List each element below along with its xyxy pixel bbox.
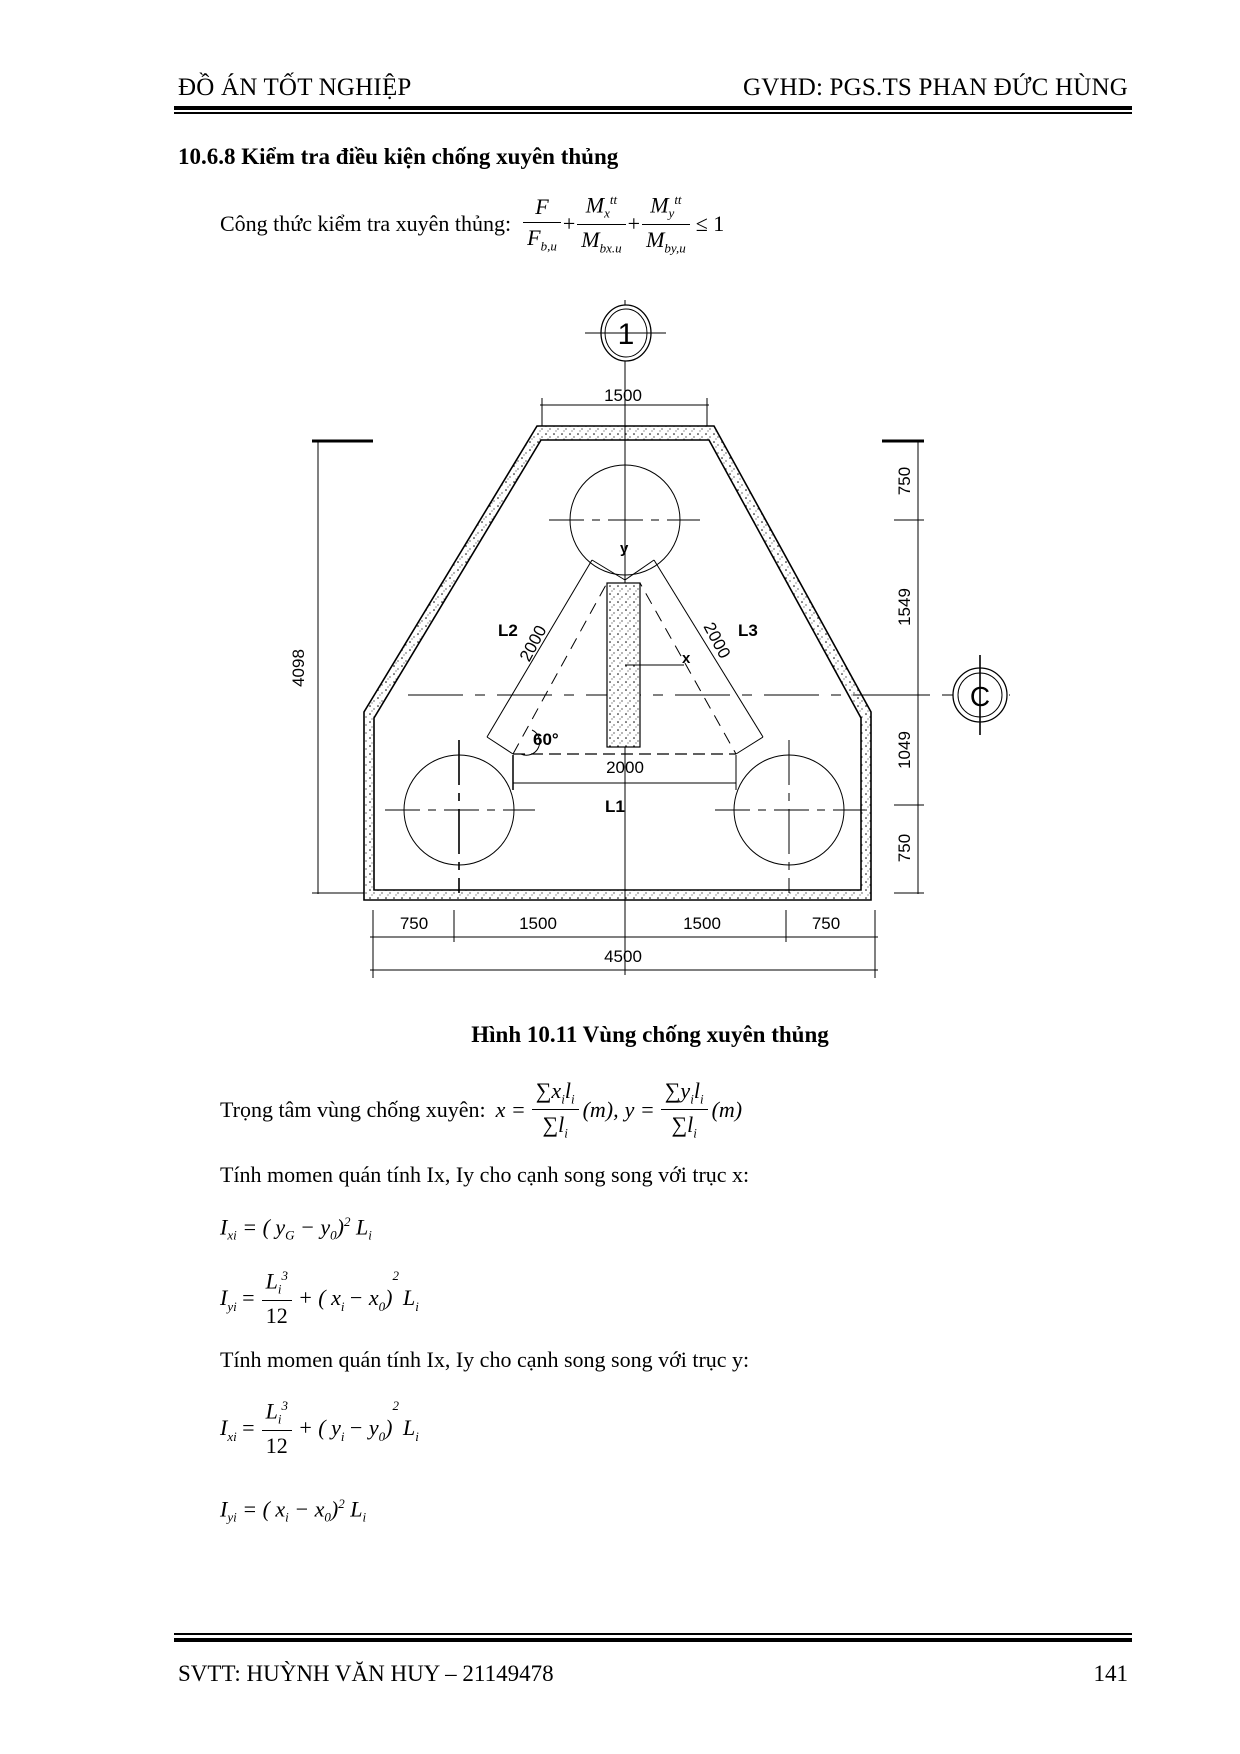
unit-m: (m), (582, 1096, 619, 1122)
label-L1: L1 (605, 797, 625, 816)
subscript: i (564, 1125, 568, 1141)
svg-text:1049: 1049 (895, 731, 914, 769)
footer-student: SVTT: HUỲNH VĂN HUY – 21149478 (178, 1661, 554, 1686)
subscript: i (415, 1428, 419, 1444)
svg-text:2000: 2000 (606, 758, 644, 777)
subscript: i (340, 1298, 345, 1314)
symbol: L (350, 1496, 363, 1522)
expression: − y (348, 1415, 379, 1441)
subscript: i (362, 1509, 367, 1525)
subscript: i (699, 1091, 704, 1107)
denominator: M (581, 226, 600, 252)
svg-text:750: 750 (399, 914, 429, 933)
subscript: bx.u (599, 240, 622, 256)
footer-rule-thin (174, 1633, 1132, 1635)
y-lhs: y = (624, 1096, 655, 1122)
symbol: L (402, 1285, 416, 1311)
symbol: L (402, 1415, 416, 1441)
subscript: by,u (664, 240, 686, 256)
unit-m: (m) (711, 1096, 743, 1122)
plus-sign: + (562, 211, 576, 237)
svg-text:750: 750 (811, 914, 841, 933)
numerator: L (265, 1268, 278, 1294)
fraction-y (661, 1078, 708, 1142)
symbol: I (220, 1496, 228, 1522)
denominator: M (646, 226, 665, 252)
local-x-label: x (682, 650, 691, 667)
numerator-l: l (564, 1078, 571, 1103)
dim-L3 (654, 560, 763, 737)
subscript: yi (227, 1298, 237, 1314)
subscript: xi (227, 1428, 237, 1444)
superscript: 2 (338, 1496, 345, 1511)
subscript: 0 (330, 1227, 337, 1243)
superscript: tt (674, 192, 682, 207)
subscript: b,u (540, 238, 557, 254)
svg-text:1500: 1500 (683, 914, 721, 933)
expression: = ( x (242, 1496, 286, 1522)
subscript: i (285, 1509, 289, 1525)
numerator-l: l (693, 1078, 700, 1103)
superscript: 2 (344, 1214, 351, 1229)
page-number: 141 (1093, 1661, 1128, 1686)
dim-top-label: 1500 (604, 386, 642, 405)
superscript: 3 (281, 1398, 288, 1413)
paren: ) (336, 1214, 344, 1240)
subscript: xi (227, 1227, 237, 1243)
subscript: 0 (378, 1428, 386, 1444)
paren: ) (330, 1496, 339, 1522)
centroid-label: Trọng tâm vùng chống xuyên: (220, 1096, 486, 1122)
subscript: i (415, 1298, 419, 1314)
superscript: 2 (392, 1398, 399, 1413)
paren: ) (385, 1285, 393, 1311)
section-heading: 10.6.8 Kiểm tra điều kiện chống xuyên thủng (178, 144, 619, 169)
subscript: i (690, 1091, 694, 1107)
numerator: ∑x (535, 1078, 562, 1103)
intro-parallel-y: Tính momen quán tính Ix, Iy cho cạnh song song với trục y: (220, 1347, 750, 1372)
symbol: L (356, 1214, 369, 1240)
numerator: M (650, 192, 669, 218)
equals: = (240, 1285, 256, 1311)
svg-text:C: C (969, 681, 991, 712)
formula-iyi-x (220, 1268, 419, 1329)
dim-L2-label: 2000 (515, 622, 551, 665)
dim-L3-label: 2000 (699, 619, 735, 662)
subscript: i (570, 1091, 575, 1107)
superscript: 3 (281, 1268, 288, 1283)
formula-iyi-y (220, 1496, 366, 1526)
subscript: x (604, 205, 610, 221)
angle-label: 60° (533, 730, 559, 749)
axis-bubble-1 (585, 305, 666, 361)
label-L3: L3 (738, 621, 758, 640)
equals: = (240, 1415, 256, 1441)
subscript: i (368, 1227, 372, 1243)
numerator: M (585, 192, 605, 218)
symbol: I (220, 1415, 228, 1441)
footer-rule-thick (174, 1638, 1132, 1642)
subscript: G (285, 1227, 295, 1243)
paren: ) (385, 1415, 393, 1441)
pile-bottom-right (715, 740, 865, 893)
intro-parallel-x: Tính momen quán tính Ix, Iy cho cạnh song song với trục x: (220, 1162, 750, 1187)
numerator: L (265, 1398, 278, 1424)
subscript: i (277, 1411, 282, 1427)
centroid-formula (220, 1078, 742, 1142)
superscript: 2 (392, 1268, 399, 1283)
x-lhs: x = (495, 1096, 526, 1122)
svg-text:1500: 1500 (519, 914, 557, 933)
dim-left-label: 4098 (289, 649, 308, 687)
relation-leq-one: ≤ 1 (695, 211, 725, 237)
subscript: y (668, 205, 675, 221)
formula-label: Công thức kiểm tra xuyên thủng: (220, 211, 512, 237)
expression: + ( y (297, 1415, 341, 1441)
denominator: ∑l (671, 1112, 694, 1138)
fraction-x (532, 1078, 579, 1142)
label-L2: L2 (498, 621, 518, 640)
subscript: i (340, 1428, 345, 1444)
expression: − y (300, 1214, 331, 1240)
numerator: ∑y (664, 1078, 691, 1103)
subscript: 0 (378, 1298, 386, 1314)
plus-sign: + (627, 211, 641, 237)
superscript: tt (609, 192, 618, 207)
expression: − x (294, 1496, 325, 1522)
header-right-advisor: GVHD: PGS.TS PHAN ĐỨC HÙNG (742, 74, 1128, 101)
formula-ixi-y (220, 1398, 419, 1459)
symbol: I (220, 1285, 228, 1311)
svg-text:750: 750 (895, 833, 914, 863)
fraction-L-cubed (262, 1398, 292, 1459)
svg-text:1549: 1549 (895, 588, 914, 626)
figure-caption: Hình 10.11 Vùng chống xuyên thủng (471, 1022, 829, 1047)
symbol: I (220, 1214, 228, 1240)
expression: + ( x (297, 1285, 341, 1311)
expression: − x (348, 1285, 379, 1311)
subscript: i (693, 1125, 697, 1141)
axis-bubble-c (953, 655, 1007, 735)
denominator: 12 (265, 1432, 288, 1458)
svg-text:4500: 4500 (604, 947, 642, 966)
header-left-title: ĐỒ ÁN TỐT NGHIỆP (178, 74, 412, 101)
fraction-L-cubed (262, 1268, 292, 1329)
denominator: F (527, 224, 541, 250)
local-y-label: y (620, 540, 629, 557)
svg-text:750: 750 (895, 466, 914, 496)
denominator: ∑l (542, 1112, 565, 1138)
expression: = ( y (242, 1214, 286, 1240)
formula-ixi-x (220, 1214, 372, 1244)
subscript: 0 (324, 1509, 331, 1525)
subscript: i (561, 1091, 565, 1107)
subscript: yi (227, 1509, 237, 1525)
denominator: 12 (265, 1302, 288, 1328)
subscript: i (277, 1281, 282, 1297)
svg-text:1: 1 (617, 318, 635, 351)
numerator: F (535, 193, 549, 219)
